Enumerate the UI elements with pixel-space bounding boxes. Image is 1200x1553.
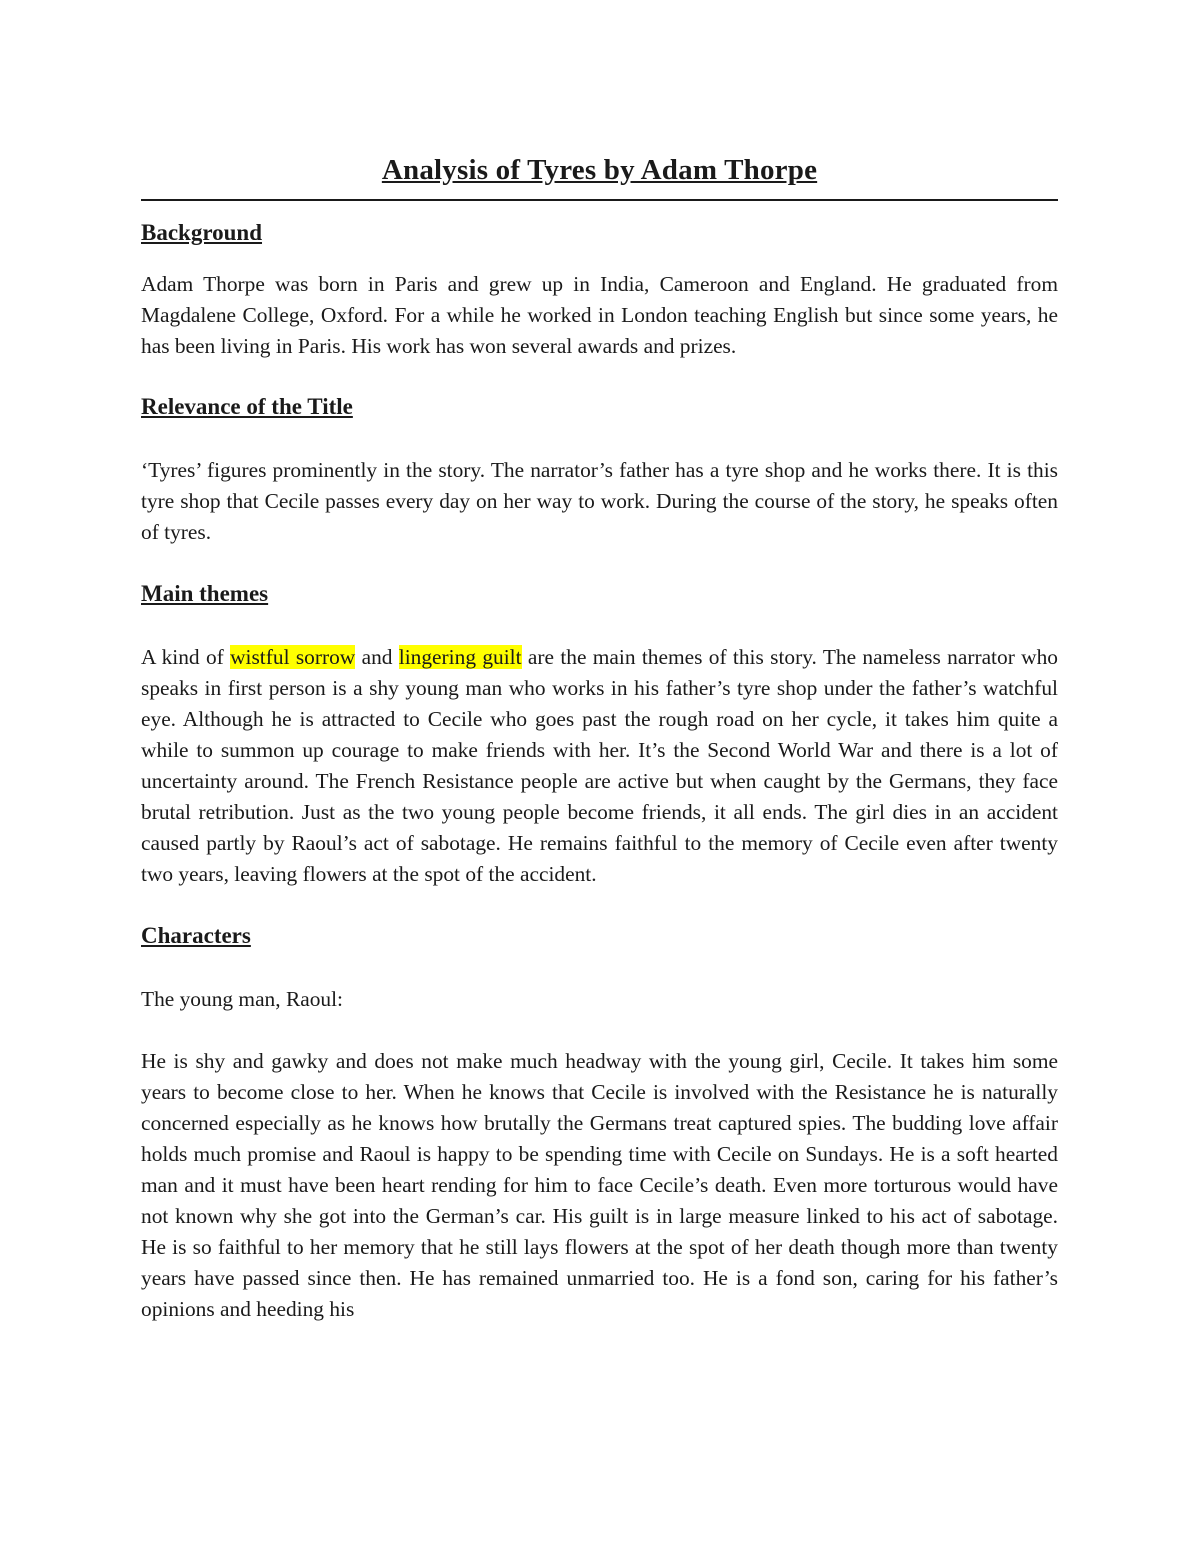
- section-heading-themes: Main themes: [141, 581, 269, 606]
- highlight-lingering-guilt: lingering guilt: [398, 645, 522, 669]
- section-heading-relevance: Relevance of the Title: [141, 394, 353, 419]
- themes-text-b: and: [355, 645, 399, 669]
- themes-paragraph: [141, 642, 1058, 890]
- document-page: [141, 150, 1058, 1325]
- relevance-paragraph: ‘Tyres’ figures prominently in the story. The narrator’s father has a tyre shop and he works there. It is this tyre shop that Cecile passes every day on her way to work. During the course of the story, he speaks often of tyres.: [141, 458, 1058, 544]
- characters-paragraph: He is shy and gawky and does not make much headway with the young girl, Cecile. It takes him some years to become close to her. When he knows that Cecile is involved with the Resistance he is naturally concerned especially as he knows how brutally the Germans treat captured spies. The budding love affair holds much promise and Raoul is happy to be spending time with Cecile on Sundays. He is a soft hearted man and it must have been heart rending for him to face Cecile’s death. Even more torturous would have not known why she got into the German’s car. His guilt is in large measure linked to his act of sabotage. He is so faithful to her memory that he still lays flowers at the spot of her death though more than twenty years have passed since then. He has remained unmarried too. He is a fond son, caring for his father’s opinions and heeding his: [141, 1049, 1058, 1321]
- themes-text-c: are the main themes of this story. The nameless narrator who speaks in first person is a shy young man who works in his father’s tyre shop under the father’s watchful eye. Although he is attracted to Cecile who goes past the rough road on her cycle, it takes him quite a while to summon up courage to make friends with her. It’s the Second World War and there is a lot of uncertainty around. The French Resistance people are active but when caught by the Germans, they face brutal retribution. Just as the two young people become friends, it all ends. The girl dies in an accident caused partly by Raoul’s act of sabotage. He remains faithful to the memory of Cecile even after twenty two years, leaving flowers at the spot of the accident.: [141, 645, 1058, 886]
- background-paragraph: Adam Thorpe was born in Paris and grew up in India, Cameroon and England. He graduated from Magdalene College, Oxford. For a while he worked in London teaching English but since some years, he has been living in Paris. His work has won several awards and prizes.: [141, 272, 1058, 358]
- document-title: Analysis of Tyres by Adam Thorpe: [381, 154, 818, 186]
- themes-text-a: A kind of: [141, 645, 231, 669]
- character-subheading: The young man, Raoul:: [141, 987, 343, 1011]
- section-heading-characters: Characters: [141, 923, 251, 948]
- highlight-wistful-sorrow: wistful sorrow: [230, 645, 356, 669]
- title-divider: [141, 199, 1058, 201]
- section-heading-background: Background: [141, 220, 263, 245]
